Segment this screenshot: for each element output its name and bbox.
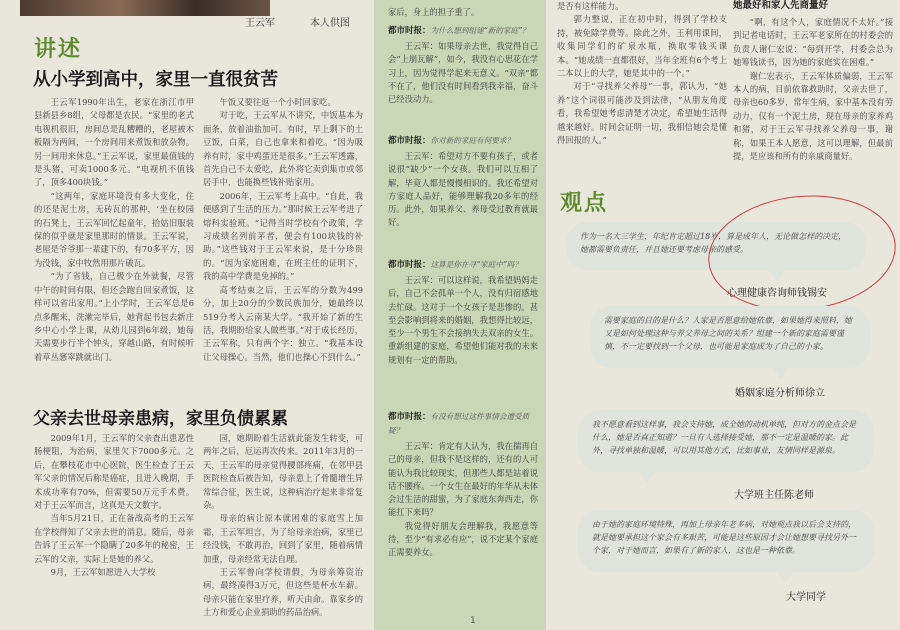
- opinion-author-3: 大学班主任陈老师: [734, 490, 814, 501]
- opinion-bubble-2: [590, 306, 870, 368]
- paragraph: 2009年1月，王云军的父亲查出患恶性肠梗阻，为治病，家里欠下7000多元。之后，在攀枝花市中心医院，医生检查了王云军父亲的情况后称是癌症，且进入晚期，手术成功率有70%，但需要50万元手术费。对于王云军而言，这真是天文数字。: [34, 433, 194, 511]
- qa-block-2: [388, 134, 538, 230]
- article-column-4: [203, 432, 363, 624]
- paragraph: “这两年，家庭环境没有多大变化，住的还是泥土房，无砖瓦的那种，‘坐在校园的石凳上，王云军回忆起童年，拾姑旧服装保的似乎就是家里那时的情景。王云军说，老屋是爷爷那一辈建下的，有70多平方，因为没钱，家中牧然用那片破瓦。: [34, 190, 194, 268]
- question-label: 都市时报：你对新的家庭有何要求？: [388, 136, 515, 146]
- paragraph: 午饭又要往返一个小时回家吃。: [219, 97, 336, 107]
- answer-paragraph: 王云军：肯定有人认为，我在揣再自己的母亲，但我不是这样的，还有的人可能认为我比较现实，但那些人都是站着说话不腰疼。一个女生在最好的年华从未体会过生活的甜蜜，为了家庭东奔西走，你能扛下来吗？: [388, 441, 538, 518]
- opinion-bubble-3: [578, 410, 874, 472]
- paragraph: “为了省钱，自己极少在外就餐，尽管中午的时间有限，但还会跑自回家煮饭，这样可以省出家用。”上小学时，王云军总是6点多醒来，洗漱完毕后，她背起书包去新庄乡中心小学上课，从幼儿园到6年级，她每天需要步行半个钟头，穿越山路，有时候听着草丛窸窣跳就出门。: [34, 271, 194, 362]
- red-ink-circle: [703, 186, 900, 319]
- qa-block-4: [388, 410, 538, 560]
- paragraph: 是否有这样能力。: [557, 1, 624, 11]
- section-label-viewpoint: 观点: [560, 191, 609, 216]
- paragraph: 郭力整说，正在初中时，得到了学校支持，被免除学费等。除此之外，王利用课间，收集同学们的矿泉水瓶，换取零钱买课本。“她成绩一直都很好，当年全班有6个考上二本以上的大学，她是其中的一个。”: [557, 14, 727, 79]
- photo-caption: 王云军: [245, 18, 275, 29]
- paragraph: 2006年，王云军考上高中。“自此，我便感到了生活的压力。”那时候王云军考进了熔科实验班。“记得当时学校有个政策，学习成绩名列前茅者，便会有100块钱的补助。”这些钱对于王云军来说，是十分珍贵的。“因为家庭困难，在班主任的证明下，我的高中学费是免掉的。”: [203, 190, 363, 282]
- answer-paragraph: 王云军：如果母亲去世，我觉得自己会“上崩瓦解”，如今，我没有心思花在学习上，因为觉得学起来无意义。“双亲”都不在了，他们没有时间看到我幸福，奋斗已经没动力。: [388, 41, 538, 105]
- qa-block-3: [388, 258, 538, 367]
- subheading: 她最好和家人先商量好: [733, 0, 829, 11]
- question-label: 都市时报：为什么想到组建“新的家庭”？: [388, 26, 530, 36]
- opinion-author-1: 心理健康咨询师钱锡安: [727, 288, 827, 299]
- panel-top-fragment: [388, 4, 538, 19]
- article-column-3: [34, 432, 194, 624]
- paragraph: 谢仁宏表示，王云军体质偏弱，王云军本人的病，目前依靠救助时，父亲去世了，母亲也60多岁，常年生病，家中基本没有劳动力，仅有一个泥土房，现在母亲的家养鸡和猪，对于王云军寻找养父养母一事，谢称，如果王本人愿意，这可以理解，但最前提，是应该和所有的亲戚商量好。: [733, 70, 893, 162]
- paragraph: 当年5月21日，正在备战高考的王云军在学校得知了父亲去世的消息。随后，母亲告诉了王云军一个隐瞒了20多年的秘密，王云军的父亲，实际上是她的养父。: [34, 513, 194, 564]
- opinion-text: 我不愿意看到这样事，我会支持她，成全她的动机单纯，但对方的金点会是什么，她是否真正知道？一旦有人选择接受她，那不一定是温暖的家。此外，寻找单独和温暖，可以用其他方式，比如事业，友情同样是源泉。: [592, 420, 856, 455]
- opinion-author-4: 大学同学: [786, 592, 826, 603]
- paragraph: 王云军曾向学校请假，为母亲筹资治病，最终凑得3万元，但这些是杯水车薪。母亲只能在家里疗养，听天由命。靠家乡的土方和爱心企业捐助的药品治病。: [203, 567, 363, 618]
- photo-credit: 本人供图: [310, 18, 350, 29]
- page-number: 1: [470, 616, 476, 626]
- question-label: 都市时报：有没有想过这件事情会遭受质疑？: [388, 412, 530, 435]
- opinion-text: 作为一名大三学生，年纪肯定超过18岁，算是成年人，无论做怎样的决定，她都需要负责任，并且她还要考虑母亲的感受。: [580, 232, 847, 254]
- paragraph: 家后，身上的担子重了。: [388, 7, 480, 17]
- opinion-author-2: 婚姻家庭分析师徐立: [735, 388, 825, 399]
- answer-paragraph: 王云军：希望对方不要有孩子，或者说很“缺少”一个女孩。我们可以互相了解，毕竟人都是慢慢相识的。我还希望对方家庭人品好，能够理解我20多年的经历。此外，如果养父、养母受过教育就最好。: [388, 151, 538, 228]
- paragraph: 高考结束之后，王云军的分数为499分，加上20分的少数民族加分，她最终以519分考入云南某大学。“我开始了新的生活，我期盼给家人做些事。”对于成长经历，王云军称，只有两个字：独立。“我基本设让父母操心。当然，他们也操心不到什么。”: [203, 284, 363, 362]
- village-comment: [733, 0, 893, 182]
- answer-paragraph: 我觉得好朋友会理解我，我愿意等待，至少“有求必有应”，说不定某个家庭正需要养女。: [388, 520, 538, 558]
- question-label: 都市时报：这算是你在寻“家庭中”吗？: [388, 260, 522, 270]
- article-column-2: [203, 96, 363, 396]
- headline-debt: 父亲去世母亲患病，家里负债累累: [33, 409, 288, 429]
- answer-paragraph: 王云军：可以这样说，我希望妈妈走后，自己不会孤单一个人，没有归宿感地去忙碌。这对于一个女孩子是悲惨的。甚至会影响到将来的婚姻，我想得比较远，至少一个男生不会接纳失去双亲的女生。重新组建的家庭，希望他们能对我的未来规划有一定的帮助。: [388, 275, 538, 365]
- opinion-bubble-4: [578, 510, 874, 572]
- opinion-text: 由于她的家庭环境特殊，再加上母亲年老多病，对她观点我以后会支持的，就是她要承担这个家会有多艰苦，可能是这些原因才会让她想要寻找另外一个家，对于她而言，如果有了新的家人，这也是一种依靠。: [592, 520, 856, 555]
- headline-poverty: 从小学到高中，家里一直很贫苦: [33, 70, 278, 90]
- paragraph: 母亲的病让原本就困难的家庭雪上加霜，王云军坦言，为了给母亲治病，家里已经没钱，不敢再治，回到了家里，随着病情加重，母亲经常无法自理。: [203, 513, 363, 564]
- article-column-5: [557, 0, 727, 178]
- paragraph: 王云军1990年出生，老家在浙江市甲县新县乡8组，父母都是农民。“家里的老式电视机很旧，房间总是乱糟糟的，老屋被木板隔为两间，一个房间用来煮饭和放杂物。另一间用来休息。”王云军说，家里最值钱的是头猪，可卖1000多元。“电视机不值钱了，顶多400块钱。”: [34, 97, 194, 188]
- section-label-narrate: 讲述: [34, 37, 83, 62]
- paragraph: 对于“寻找养父养母”一事，郭认为，“她养”这个词很可能涉及到法律，“从朋友角度看，我希望她考虑清楚才决定，希望她生活得越来越好。时间会证明一切，我相信她会是懂得回报的人。”: [557, 81, 727, 146]
- qa-block-1: [388, 24, 538, 106]
- photo-strip: [20, 0, 270, 16]
- paragraph: 园，她期盼着生活就此能发生转变，可两年之后，厄运再次传来。2011年3月的一天，王云军的母亲觉得腰部疼痛，在邻甲县医院检查后被告知，母亲患上了骨髓增生异常综合征，医生说，这种病治疗起来非常复杂。: [203, 433, 363, 511]
- opinion-text: 需要家庭的目的是什么？人家是否愿意给她依靠，如果她得来照料，她又是如何处理这种与养父养母之间的关系？组建一个新的家庭需要谨慎，不一定要找到一个父母，也可能是家庭成为了自己的小家。: [604, 316, 852, 351]
- paragraph: 9月，王云军如愿进入大学校: [50, 567, 156, 578]
- article-column-1: [34, 96, 194, 396]
- paragraph: 对于吃，王云军从不讲究，中饭基本为面条，放着油盐加可。有时，早上剩下的土豆饭，白菜，自己也拿来和着吃。“因为吸养有时，家中鸡蛋还是很多。”王云军透露，首先自己不太爱吃，此外将它卖到集市或邻居手中，也能换些钱补贴家用。: [203, 110, 363, 188]
- paragraph: “啊，有这个人，家庭情况不太好。”接到记者电话时，王云军老家所在的村委会的负责人谢仁宏说：“每到开学，村委会总为她筹钱读书，因为她的家庭实在困难。”: [733, 17, 893, 68]
